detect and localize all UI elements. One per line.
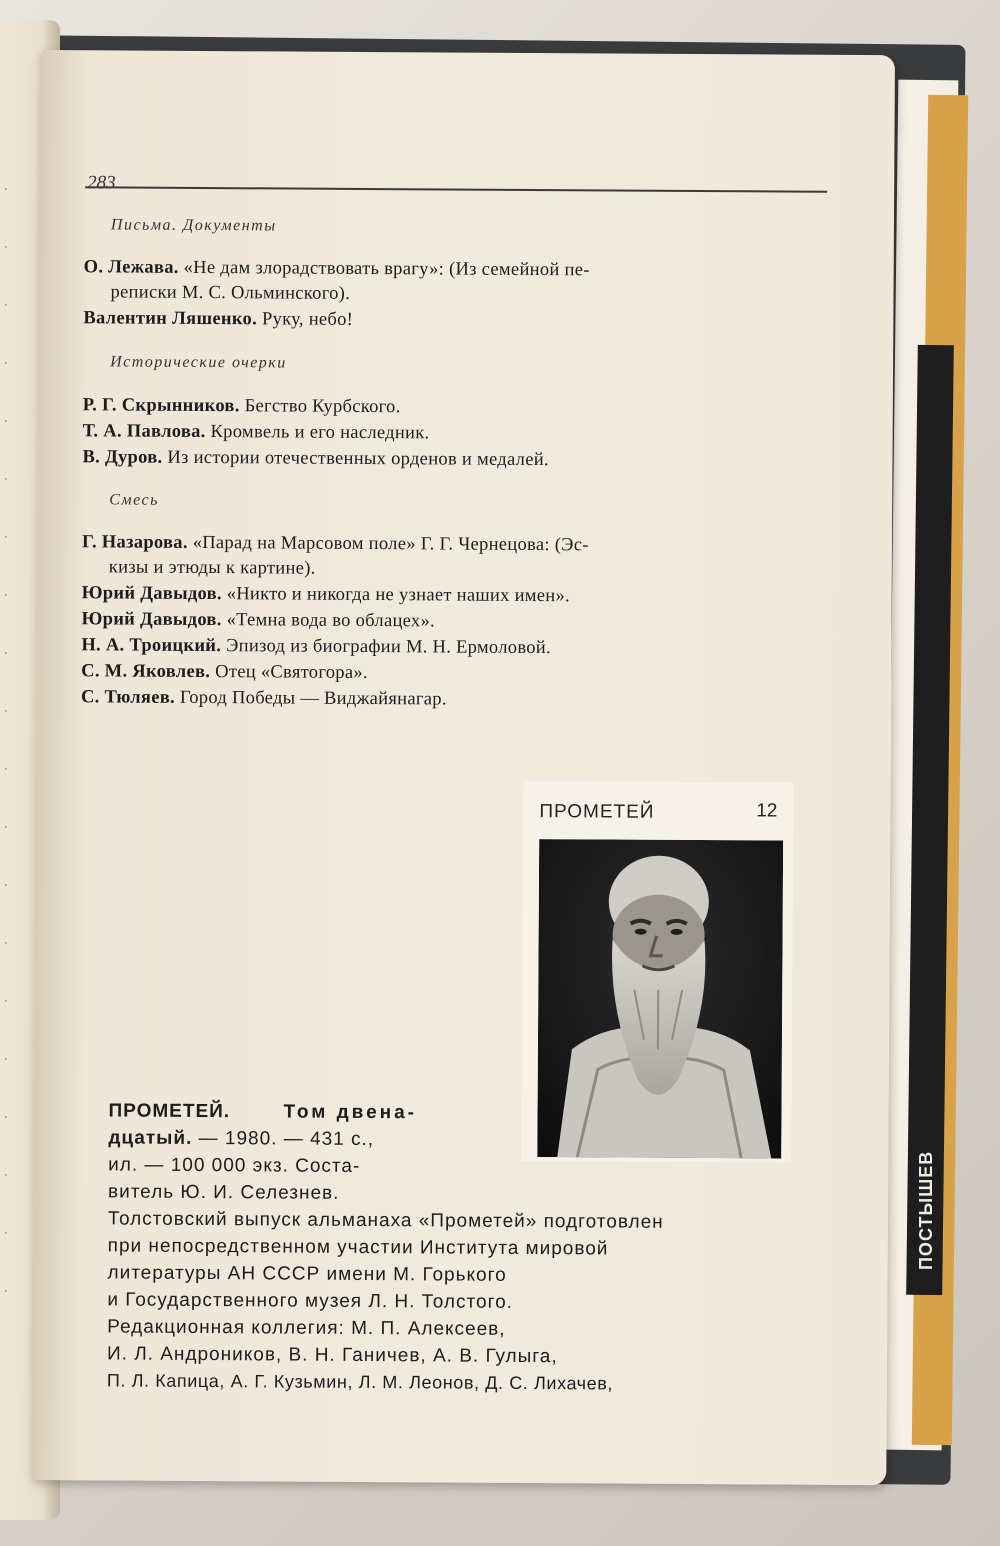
entry-title: Из истории отечественных орденов и медалей. <box>167 447 549 471</box>
toc-entry <box>82 583 570 607</box>
entry-title: кизы и этюды к картине). <box>108 557 316 579</box>
description-line: И. Л. Андроников, В. Н. Ганичев, А. В. Гулыга, <box>106 1343 558 1368</box>
entry-title: Бегство Курбского. <box>244 396 401 418</box>
entry-author: Т. А. Павлова. <box>82 421 206 443</box>
spine-title: ПОСТЫШЕВ <box>916 1150 936 1270</box>
toc-entry <box>81 609 435 632</box>
description-year-pages: — 1980. — 431 с., <box>198 1127 375 1151</box>
toc-entry <box>81 661 368 684</box>
entry-author: О. Лежава. <box>83 257 179 278</box>
toc-entry-continuation <box>110 282 350 304</box>
entry-author: Р. Г. Скрынников. <box>82 395 240 417</box>
entry-title: Город Победы — Виджайянагар. <box>179 687 447 710</box>
toc-entry <box>82 532 589 556</box>
description-line: витель Ю. И. Селезнев. <box>107 1181 340 1204</box>
toc-entry <box>81 635 551 659</box>
portrait-photo <box>537 839 783 1158</box>
section-title: Исторические очерки <box>110 353 287 372</box>
entry-title: Руку, небо! <box>261 309 354 330</box>
entry-author: В. Дуров. <box>82 447 163 468</box>
description-volume-cont: дцатый. <box>108 1127 193 1149</box>
description-line: Редакционная коллегия: М. П. Алексеев, <box>107 1316 506 1340</box>
description-volume: Том двена- <box>283 1101 418 1124</box>
toc-entry <box>81 687 447 710</box>
entry-author: Юрий Давыдов. <box>81 609 222 631</box>
page-number: 283 <box>87 172 116 194</box>
cover-title: ПРОМЕТЕЙ <box>539 801 655 823</box>
description-line <box>108 1127 374 1151</box>
description-line: литературы АН СССР имени М. Горького <box>107 1262 507 1286</box>
entry-title: Эпизод из биографии М. Н. Ермоловой. <box>226 636 552 659</box>
description-headline <box>108 1100 230 1123</box>
description-line: Толстовский выпуск альманаха «Прометей» подготовлен <box>107 1208 664 1233</box>
cover-volume-number: 12 <box>756 800 778 822</box>
toc-entry <box>84 257 590 281</box>
entry-title: «Парад на Марсовом поле» Г. Г. Чернецова: (Эс- <box>192 532 589 556</box>
entry-author: Валентин Ляшенко. <box>83 308 258 330</box>
toc-entry <box>83 308 353 331</box>
cover-thumbnail <box>521 781 793 1163</box>
toc-entry <box>83 395 401 418</box>
description-line: и Государственного музея Л. Н. Толстого. <box>107 1289 514 1313</box>
entry-author: С. М. Яковлев. <box>81 661 211 683</box>
book-page <box>31 50 895 1485</box>
entry-title: Кромвель и его наследник. <box>210 422 430 444</box>
entry-title: Отец «Святогора». <box>215 662 368 684</box>
entry-title: «Никто и никогда не узнает наших имен». <box>226 584 571 607</box>
toc-entry-continuation <box>109 557 316 579</box>
entry-title: реписки М. С. Ольминского). <box>110 282 351 304</box>
toc-entry <box>83 421 430 444</box>
header-rule <box>85 186 827 193</box>
entry-author: Г. Назарова. <box>81 532 188 553</box>
entry-author: С. Тюляев. <box>80 687 176 708</box>
description-line: П. Л. Капица, А. Г. Кузьмин, Л. М. Леонов, Д. С. Лихачев, <box>106 1370 614 1394</box>
description-title: ПРОМЕТЕЙ. <box>108 1100 231 1123</box>
toc-entry <box>82 447 549 471</box>
entry-author: Юрий Давыдов. <box>81 583 222 605</box>
entry-title: «Темна вода во облацех». <box>226 610 436 632</box>
description-headline-part <box>283 1102 417 1125</box>
section-title: Смесь <box>109 491 159 509</box>
description-line: при непосредственном участии Института мировой <box>107 1235 609 1260</box>
entry-title: «Не дам злорадствовать врагу»: (Из семейной пе- <box>183 257 590 281</box>
description-line: ил. — 100 000 экз. Соста- <box>108 1154 361 1177</box>
entry-author: Н. А. Троицкий. <box>81 635 222 657</box>
previous-page-fragments: · · · · · · · · · · · · · · · · · · · · <box>4 183 8 1297</box>
section-title: Письма. Документы <box>110 216 277 235</box>
